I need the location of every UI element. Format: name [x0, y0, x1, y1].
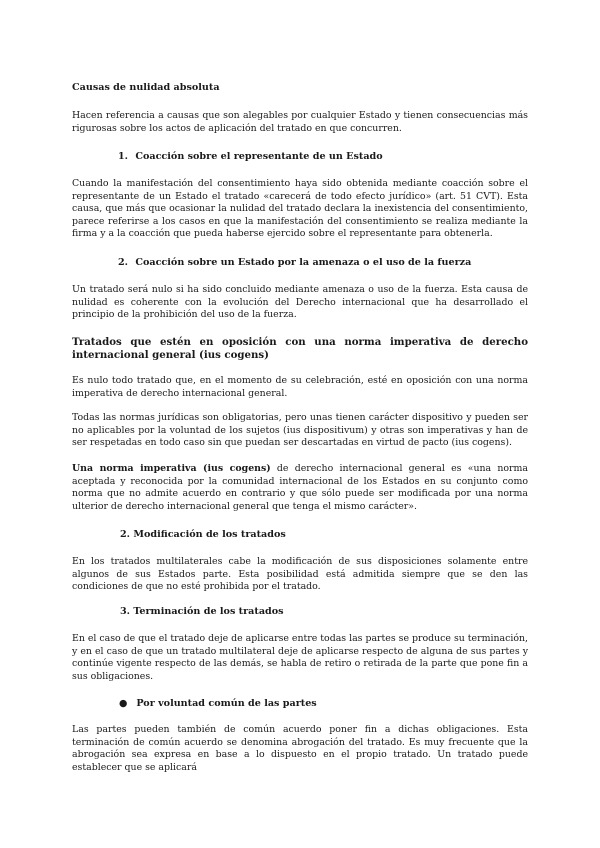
heading-text: Modificación de los tratados — [133, 529, 286, 540]
paragraph-ius-cogens-3 — [72, 463, 528, 513]
paragraph-ius-cogens-2: Todas las normas jurídicas son obligatorias, pero unas tienen carácter dispositivo y pueden ser no aplicables por la voluntad de los sujetos (ius dispositivum) y otras son imperativas y han de ser respetadas en todo caso sin que puedan ser descartadas en virtud de pacto (ius cogens). — [72, 412, 528, 449]
heading-number: 2. — [120, 529, 131, 540]
paragraph-modificacion: En los tratados multilaterales cabe la modificación de sus disposiciones solamente entre algunos de sus Estados parte. Esta posibilidad está admitida siempre que se den las condiciones de que no esté prohibida por el tratado. — [72, 556, 528, 593]
heading-terminacion — [72, 606, 528, 619]
heading-coaccion-estado — [72, 257, 528, 270]
heading-text: Coacción sobre un Estado por la amenaza o el uso de la fuerza — [135, 257, 472, 268]
heading-number: 3. — [120, 606, 131, 617]
heading-coaccion-representante — [72, 151, 528, 164]
heading-text: Terminación de los tratados — [133, 606, 284, 617]
paragraph-coaccion-estado: Un tratado será nulo si ha sido concluido mediante amenaza o uso de la fuerza. Esta causa de nulidad es coherente con la evolución del Derecho internacional que ha desarrollado el principio de la prohibición del uso de la fuerza. — [72, 284, 528, 321]
heading-number: 1. — [118, 151, 129, 162]
heading-voluntad-comun — [72, 698, 528, 711]
heading-text: Por voluntad común de las partes — [136, 698, 317, 709]
paragraph-terminacion: En el caso de que el tratado deje de aplicarse entre todas las partes se produce su terminación, y en el caso de que un tratado multilateral deje de aplicarse respecto de alguna de sus partes y continúe vigente respecto de las demás, se habla de retiro o retirada de la parte que pone fin a sus obligaciones. — [72, 633, 528, 682]
paragraph-rest: de derecho internacional general es «una norma aceptada y reconocida por la comunidad internacional de los Estados en su conjunto como norma que no admite acuerdo en contrario y que sólo puede ser modificada por una norma ulterior de derecho internacional general que tenga el mismo carácter». — [72, 463, 528, 512]
section-title: Causas de nulidad absoluta — [72, 82, 220, 93]
paragraph-ius-cogens-1: Es nulo todo tratado que, en el momento de su celebración, esté en oposición con una norma imperativa de derecho internacional general. — [72, 375, 528, 399]
bullet-icon: ● — [119, 698, 128, 709]
heading-modificacion — [72, 529, 528, 542]
bold-term: Una norma imperativa (ius cogens) — [72, 463, 271, 474]
heading-text: Coacción sobre el representante de un Estado — [135, 151, 383, 162]
paragraph-voluntad-comun: Las partes pueden también de común acuerdo poner fin a dichas obligaciones. Esta terminación de común acuerdo se denomina abrogación del tratado. Es muy frecuente que la abrogación sea expresa en base a lo dispuesto en el propio tratado. Un tratado puede establecer que se aplicará — [72, 724, 528, 773]
intro-paragraph: Hacen referencia a causas que son alegables por cualquier Estado y tienen consecuencias más rigurosas sobre los actos de aplicación del tratado en que concurren. — [72, 110, 528, 134]
heading-ius-cogens: Tratados que estén en oposición con una norma imperativa de derecho internacional general (ius cogens) — [72, 336, 528, 362]
heading-number: 2. — [118, 257, 129, 268]
paragraph-coaccion-representante: Cuando la manifestación del consentimiento haya sido obtenida mediante coacción sobre el representante de un Estado el tratado «carecerá de todo efecto jurídico» (art. 51 CVT). Esta causa, que más que ocasionar la nulidad del tratado declara la inexistencia del consentimiento, parece referirse a los casos en que la manifestación del consentimiento se realiza mediante la firma y a la coacción que pueda haberse ejercido sobre el representante para obtenerla. — [72, 178, 528, 240]
